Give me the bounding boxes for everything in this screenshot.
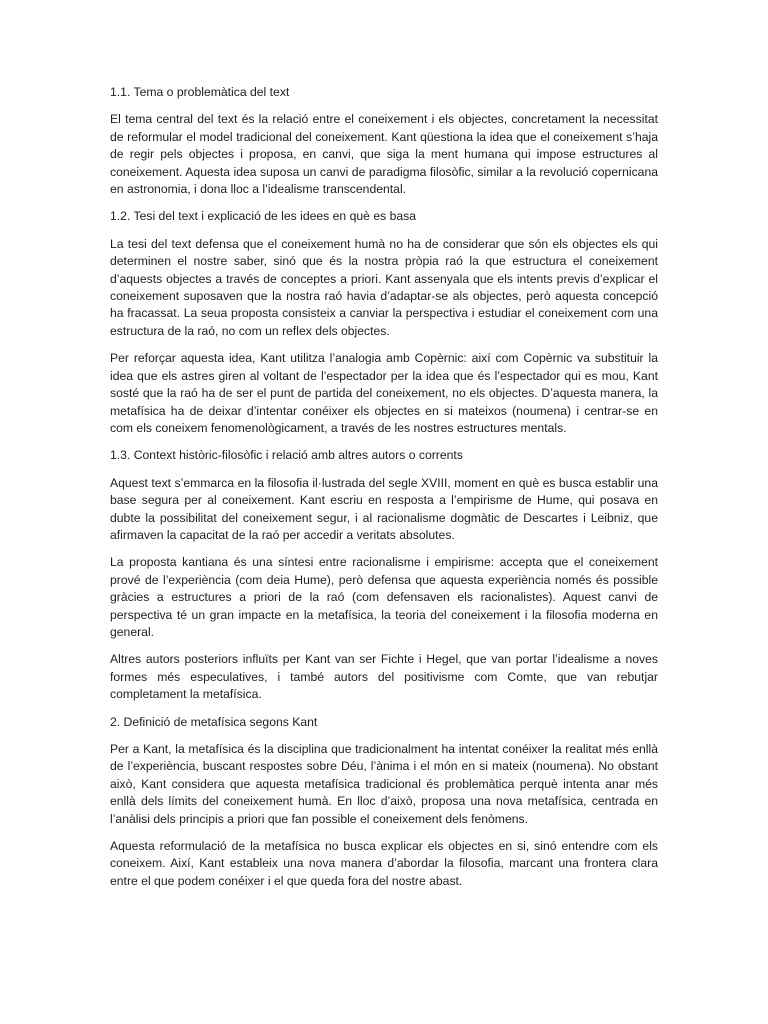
section-1-3-paragraph-2: La proposta kantiana és una síntesi entre racionalisme i empirisme: accepta que el coneixement prové de l’experiència (com deia Hume), però defensa que aquesta experiència només és possible gràcies a estructures a priori de la raó (com defensaven els racionalistes). Aquest canvi de perspectiva té un gran impacte en la metafísica, la teoria del coneixement i la filosofia moderna en general. [110,555,658,639]
section-1-1-paragraph-1: El tema central del text és la relació entre el coneixement i els objectes, concretament la necessitat de reformular el model tradicional del coneixement. Kant qüestiona la idea que el coneixement s’haja de regir pels objectes i proposa, en canvi, que siga la ment humana qui impose estructures al coneixement. Aquesta idea suposa un canvi de paradigma filosòfic, similar a la revolució copernicana en astronomia, i dona lloc a l’idealisme transcendental. [110,112,658,197]
section-1-3-paragraph-1: Aquest text s’emmarca en la filosofia il·lustrada del segle XVIII, moment en què es busca establir una base segura per al coneixement. Kant escriu en resposta a l’empirisme de Hume, qui posava en dubte la possibilitat del coneixement segur, i al racionalisme dogmàtic de Descartes i Leibniz, que afirmaven la capacitat de la raó per accedir a veritats absolutes. [110,475,658,542]
section-1-2-paragraph-1: La tesi del text defensa que el coneixement humà no ha de considerar que són els objectes els qui determinen el nostre saber, sinó que és la nostra pròpia raó la que estructura el coneixement d’aquests objectes a través de conceptes a priori. Kant assenyala que els intents previs d’explicar el coneixement suposaven que la nostra raó havia d’adaptar-se als objectes, però aquesta concepció ha fracassat. La seua proposta consisteix a canviar la perspectiva i estudiar el coneixement com una estructura de la raó, no com un reflex dels objectes. [110,236,658,338]
section-1-2-paragraph-2: Per reforçar aquesta idea, Kant utilitza l’analogia amb Copèrnic: així com Copèrnic va substituir la idea que els astres giren al voltant de l’espectador per la idea que és l’espectador qui es mou, Kant sosté que la raó ha de ser el punt de partida del coneixement, no els objectes. D’aquesta manera, la metafísica ha de deixar d’intentar conéixer els objectes en si mateixos (noumena) i centrar-se en com els coneixem fenomenològicament, a través de les nostres estructures mentals. [110,351,658,435]
document-page [110,84,658,900]
section-1-3-paragraph-3: Altres autors posteriors influïts per Kant van ser Fichte i Hegel, que van portar l’idealisme a noves formes més especulatives, i també autors del positivisme com Comte, que van rebutjar completament la metafísica. [110,652,658,702]
section-2-paragraph-2: Aquesta reformulació de la metafísica no busca explicar els objectes en si, sinó entendre com els coneixem. Així, Kant estableix una nova manera d’abordar la filosofia, marcant una frontera clara entre el que podem conéixer i el que queda fora del nostre abast. [110,839,658,888]
section-heading-2: 2. Definició de metafísica segons Kant [110,714,318,729]
section-heading-1-2: 1.2. Tesi del text i explicació de les idees en què es basa [110,209,417,224]
section-heading-1-1: 1.1. Tema o problemàtica del text [110,85,290,99]
section-2-paragraph-1: Per a Kant, la metafísica és la disciplina que tradicionalment ha intentat conéixer la realitat més enllà de l’experiència, buscant respostes sobre Déu, l’ànima i el món en si mateix (noumena). No obstant això, Kant considera que aquesta metafísica tradicional és problemàtica perquè intenta anar més enllà dels límits del coneixement humà. En lloc d’això, proposa una nova metafísica, centrada en l’anàlisi dels principis a priori que fan possible el coneixement dels fenòmens. [110,742,658,826]
section-heading-1-3: 1.3. Context històric-filosòfic i relació amb altres autors o corrents [110,448,463,463]
